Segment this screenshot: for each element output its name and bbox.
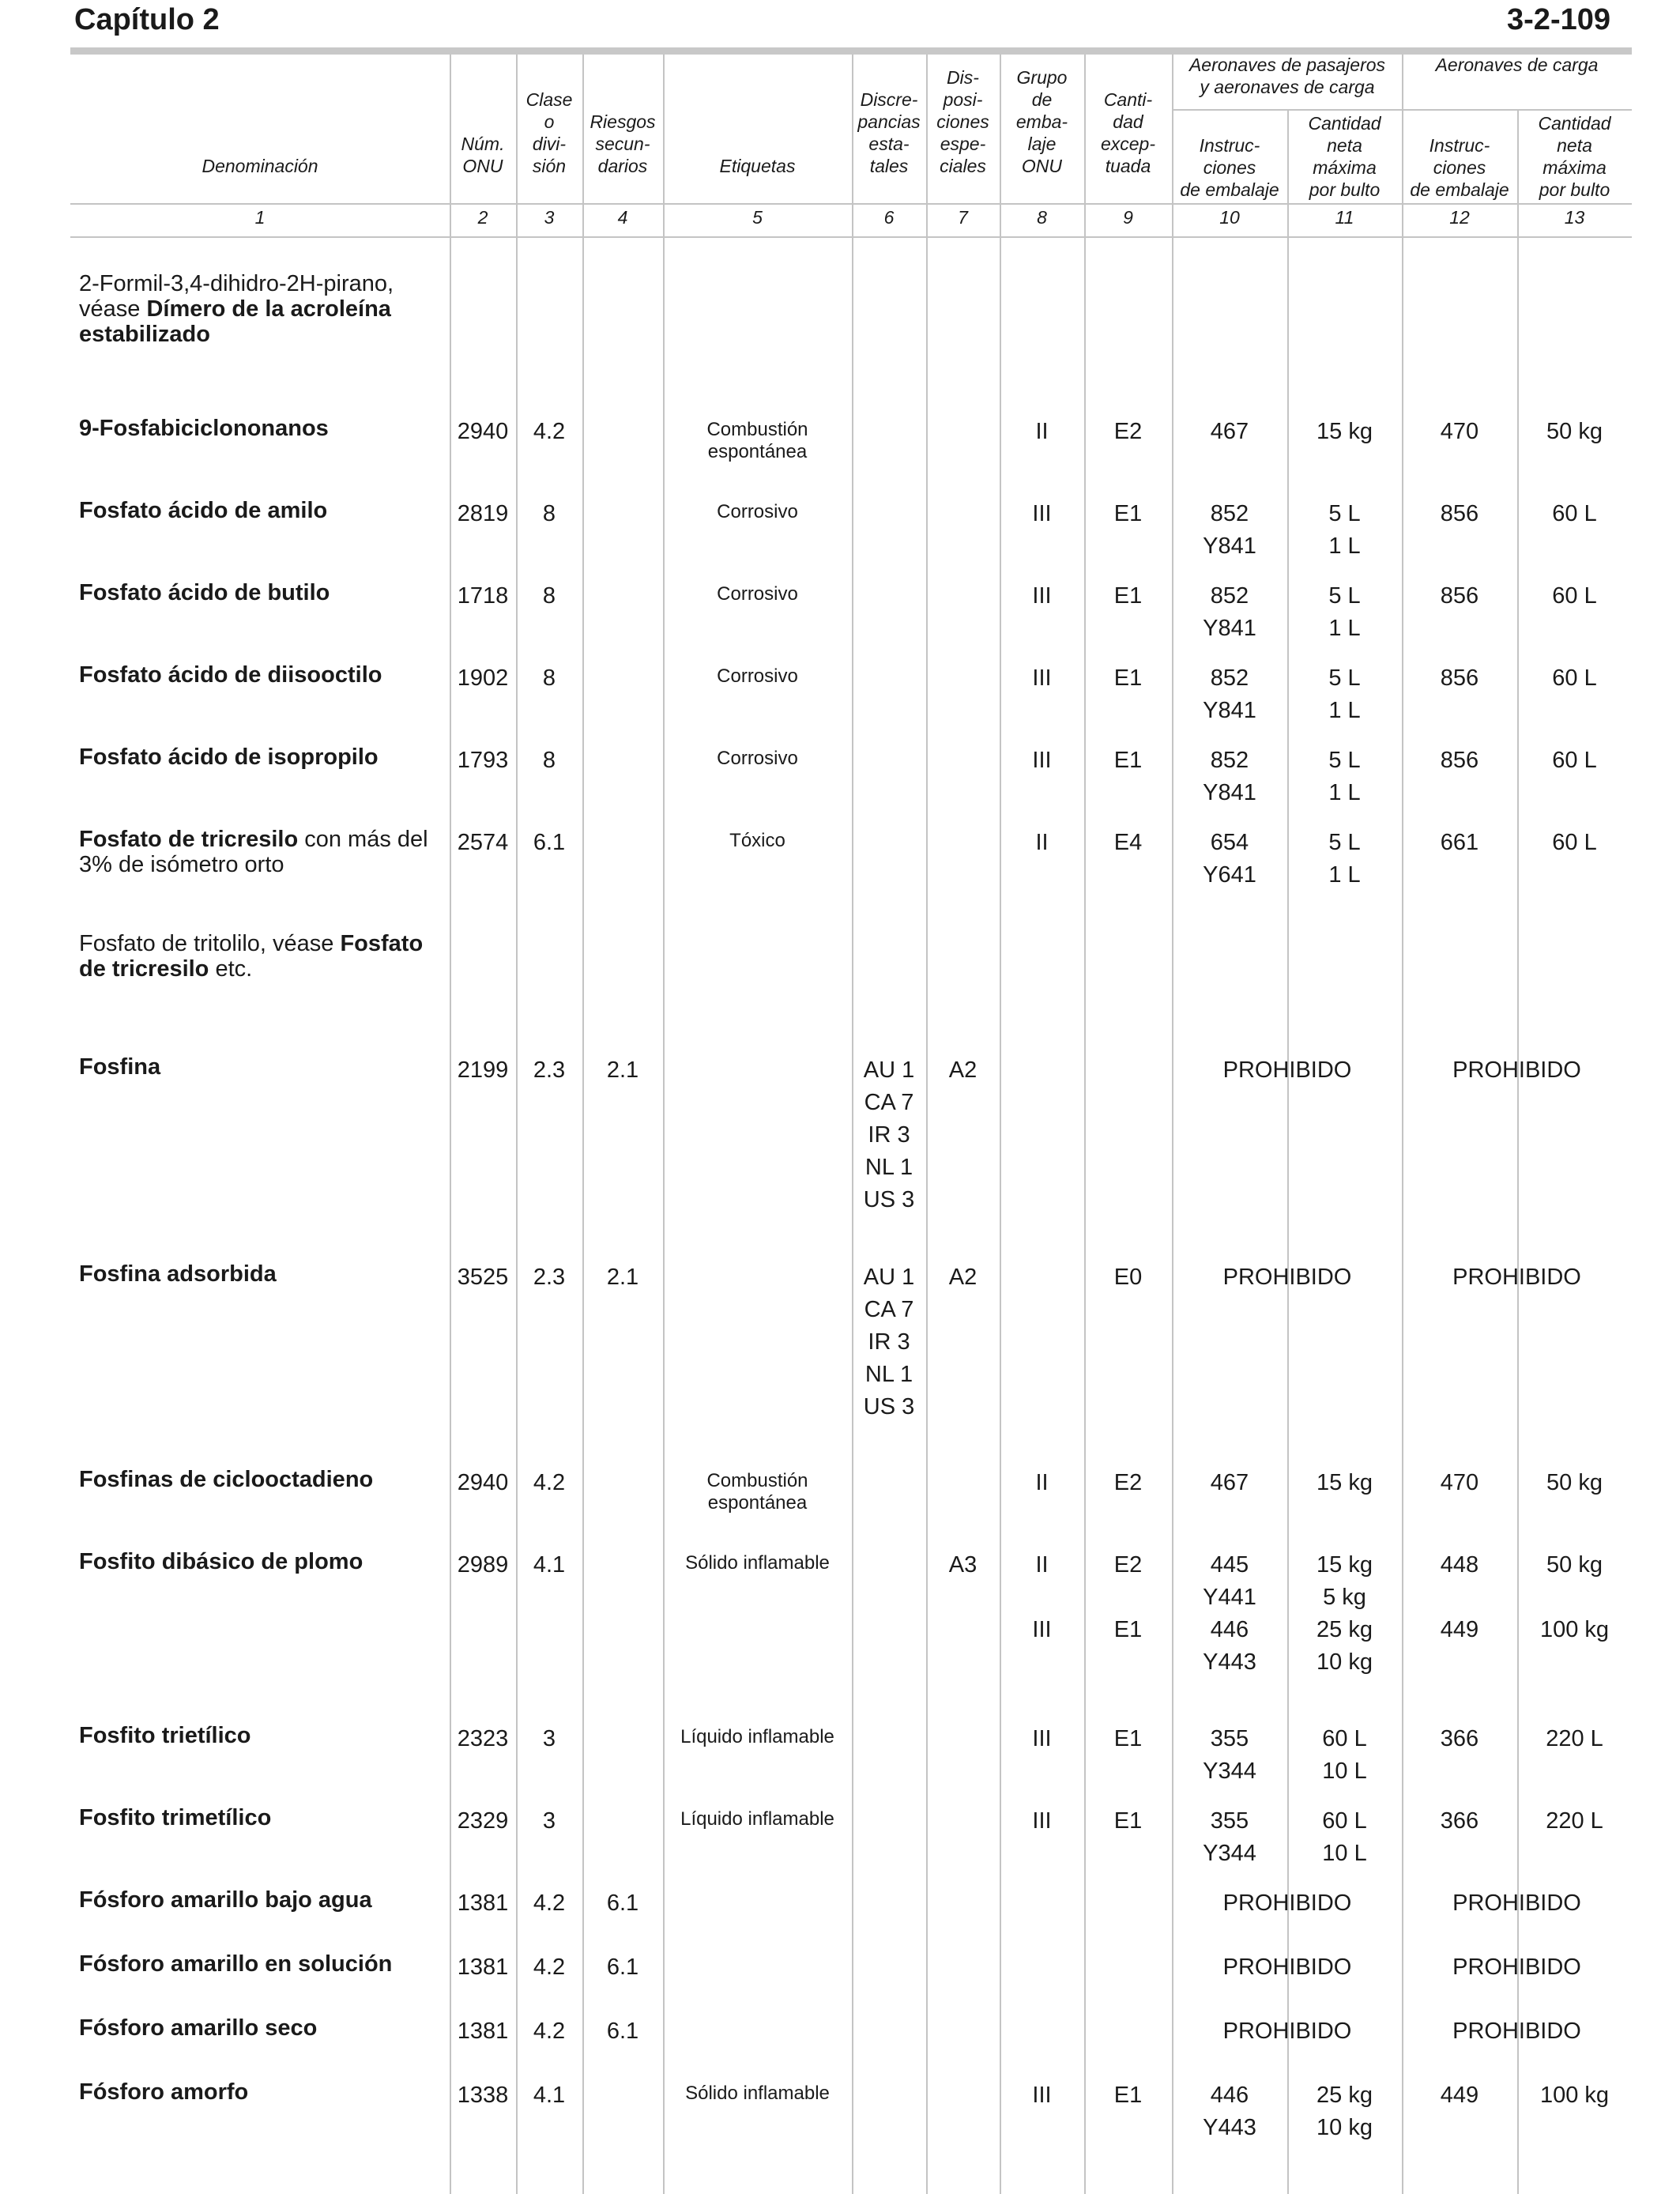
row-exceptuada: E1 <box>1113 1808 1143 1834</box>
row-cant-carga: 50 kg <box>1546 419 1603 444</box>
row-denominacion-bold: Fosfito trimetílico <box>79 1805 272 1830</box>
row-onu: 2574 <box>457 830 509 855</box>
row-instr-carga: 661 <box>1440 830 1479 855</box>
row-denominacion-bold: Fósforo amarillo en solución <box>79 1951 393 1977</box>
row-exceptuada: E2 <box>1113 419 1143 444</box>
row-etiquetas: Líquido inflamable <box>680 1726 834 1747</box>
column-divider <box>582 55 584 2194</box>
row-clase: 8 <box>542 501 556 526</box>
row-cant-carga: 60 L <box>1552 583 1597 609</box>
row-denominacion: Fosfato de tritolilo, véase Fosfato de tricresilo etc. <box>79 931 424 982</box>
header-riesgos: Riesgos secun- darios <box>590 111 656 176</box>
row-clase: 2.3 <box>533 1265 566 1290</box>
header-denominacion: Denominación <box>202 156 318 176</box>
row-riesgos: 2.1 <box>606 1265 639 1290</box>
row-instr-pax: 852 Y841 <box>1203 748 1256 805</box>
row-cant-pax: 15 kg 5 kg 25 kg 10 kg <box>1317 1552 1373 1675</box>
row-cant-pax: 15 kg <box>1317 419 1373 444</box>
row-riesgos: 2.1 <box>606 1057 639 1083</box>
row-denominacion <box>79 745 435 770</box>
row-denominacion-bold: Fósforo amarillo bajo agua <box>79 1887 372 1913</box>
row-clase: 4.1 <box>533 1552 566 1578</box>
column-divider <box>926 55 928 2194</box>
row-prohibido-pasajeros: PROHIBIDO <box>1222 1891 1352 1916</box>
row-denominacion <box>79 1951 435 1977</box>
row-riesgos: 6.1 <box>606 1891 639 1916</box>
row-onu: 1381 <box>457 2019 509 2044</box>
row-discrepancias: AU 1 CA 7 IR 3 NL 1 US 3 <box>863 1265 915 1419</box>
row-denominacion <box>79 1261 435 1287</box>
row-cant-carga: 60 L <box>1552 501 1597 526</box>
row-discrepancias: AU 1 CA 7 IR 3 NL 1 US 3 <box>863 1057 915 1212</box>
row-denominacion: Fosfato de tricresilo con más del 3% de isómetro orto <box>79 827 428 877</box>
header-discrepancias: Discre- pancias esta- tales <box>857 89 921 176</box>
column-divider <box>1402 55 1403 2194</box>
row-cant-carga: 220 L <box>1546 1726 1603 1751</box>
row-instr-carga: 449 <box>1440 2083 1479 2108</box>
row-exceptuada: E4 <box>1113 830 1143 855</box>
row-denominacion-bold: Fosfato de tricresilo <box>79 931 424 982</box>
row-exceptuada: E1 <box>1113 1726 1143 1751</box>
row-onu: 1793 <box>457 748 509 773</box>
row-onu: 2329 <box>457 1808 509 1834</box>
row-instr-carga: 856 <box>1440 583 1479 609</box>
row-cant-pax: 5 L 1 L <box>1328 583 1361 641</box>
row-instr-pax: 852 Y841 <box>1203 665 1256 723</box>
row-grupo: III <box>1032 1726 1052 1751</box>
row-exceptuada: E0 <box>1113 1265 1143 1290</box>
column-number: 10 <box>1219 207 1240 228</box>
header-num-onu: Núm. ONU <box>461 134 505 176</box>
row-disposiciones: A3 <box>948 1552 977 1578</box>
header-bottom-rule <box>70 203 1632 205</box>
row-etiquetas: Corrosivo <box>717 583 798 605</box>
row-grupo: III <box>1032 748 1052 773</box>
row-denominacion-bold: Fosfato ácido de butilo <box>79 580 330 605</box>
column-number: 9 <box>1123 207 1133 228</box>
row-clase: 6.1 <box>533 830 566 855</box>
column-divider <box>1000 55 1001 2194</box>
row-instr-carga: 366 <box>1440 1808 1479 1834</box>
row-etiquetas: Combustión espontánea <box>706 1470 808 1514</box>
column-divider <box>1172 55 1173 2194</box>
row-exceptuada: E1 <box>1113 748 1143 773</box>
row-etiquetas: Líquido inflamable <box>680 1808 834 1830</box>
row-denominacion <box>79 2079 435 2105</box>
header-clase: Clase o divi- sión <box>525 89 573 176</box>
row-clase: 8 <box>542 665 556 691</box>
row-denominacion <box>79 1467 435 1492</box>
row-disposiciones: A2 <box>948 1265 977 1290</box>
row-onu: 1338 <box>457 2083 509 2108</box>
row-denominacion <box>79 1723 435 1748</box>
row-clase: 4.2 <box>533 1470 566 1495</box>
row-cant-carga: 220 L <box>1546 1808 1603 1834</box>
header-cantidad-pax: Cantidad neta máxima por bulto <box>1308 113 1381 200</box>
row-instr-carga: 448 449 <box>1440 1552 1479 1642</box>
row-denominacion-bold: Fosfina adsorbida <box>79 1261 277 1287</box>
row-etiquetas: Sólido inflamable <box>685 1552 830 1574</box>
row-instr-pax: 654 Y641 <box>1203 830 1256 888</box>
row-prohibido-carga: PROHIBIDO <box>1452 1265 1581 1290</box>
row-instr-pax: 355 Y344 <box>1203 1726 1256 1784</box>
row-denominacion-bold: Fósforo amorfo <box>79 2079 249 2105</box>
row-etiquetas: Combustión espontánea <box>706 419 808 462</box>
row-etiquetas: Tóxico <box>729 830 785 851</box>
column-number: 2 <box>477 207 488 228</box>
row-onu: 1381 <box>457 1955 509 1980</box>
row-grupo: III <box>1032 665 1052 691</box>
column-number: 3 <box>544 207 555 228</box>
row-onu: 1902 <box>457 665 509 691</box>
row-cant-carga: 60 L <box>1552 748 1597 773</box>
row-exceptuada: E1 <box>1113 665 1143 691</box>
row-exceptuada: E1 <box>1113 501 1143 526</box>
row-etiquetas: Corrosivo <box>717 501 798 522</box>
row-cant-carga: 60 L <box>1552 830 1597 855</box>
header-disposiciones: Dis- posi- ciones espe- ciales <box>936 67 989 176</box>
row-exceptuada: E2 <box>1113 1470 1143 1495</box>
header-instrucciones-pax: Instruc- ciones de embalaje <box>1180 135 1279 200</box>
row-prohibido-carga: PROHIBIDO <box>1452 1955 1581 1980</box>
row-instr-pax: 467 <box>1210 419 1249 444</box>
row-prohibido-carga: PROHIBIDO <box>1452 2019 1581 2044</box>
row-cant-pax: 60 L 10 L <box>1322 1726 1367 1784</box>
row-instr-carga: 470 <box>1440 1470 1479 1495</box>
row-grupo: III <box>1032 2083 1052 2108</box>
row-clase: 3 <box>542 1808 556 1834</box>
row-grupo: II <box>1035 830 1049 855</box>
row-onu: 3525 <box>457 1265 509 1290</box>
row-instr-carga: 856 <box>1440 748 1479 773</box>
row-denominacion-bold: Fosfito dibásico de plomo <box>79 1549 363 1574</box>
row-exceptuada: E2 E1 <box>1113 1552 1143 1642</box>
header-group-carga: Aeronaves de carga <box>1435 55 1599 75</box>
column-number: 5 <box>752 207 763 228</box>
column-number: 12 <box>1449 207 1470 228</box>
row-onu: 2199 <box>457 1057 509 1083</box>
row-instr-carga: 856 <box>1440 501 1479 526</box>
header-cantidad-exceptuada: Canti- dad excep- tuada <box>1100 89 1156 176</box>
row-clase: 3 <box>542 1726 556 1751</box>
row-cant-pax: 60 L 10 L <box>1322 1808 1367 1866</box>
column-number: 11 <box>1335 207 1354 228</box>
row-etiquetas: Corrosivo <box>717 748 798 769</box>
row-riesgos: 6.1 <box>606 2019 639 2044</box>
row-grupo: II <box>1035 419 1049 444</box>
row-onu: 2989 <box>457 1552 509 1578</box>
row-clase: 4.2 <box>533 1891 566 1916</box>
row-instr-pax: 852 Y841 <box>1203 501 1256 559</box>
row-cant-carga: 60 L <box>1552 665 1597 691</box>
row-onu: 2940 <box>457 1470 509 1495</box>
column-number: 8 <box>1037 207 1047 228</box>
row-cant-carga: 50 kg <box>1546 1470 1603 1495</box>
row-clase: 4.2 <box>533 419 566 444</box>
header-group-pasajeros: Aeronaves de pasajeros y aeronaves de carga <box>1188 55 1386 97</box>
row-denominacion-bold: Fosfina <box>79 1054 161 1080</box>
column-divider <box>1084 55 1086 2194</box>
header-etiquetas: Etiquetas <box>719 156 796 176</box>
header-grupo-embalaje: Grupo de emba- laje ONU <box>1015 67 1068 176</box>
row-prohibido-pasajeros: PROHIBIDO <box>1222 1265 1352 1290</box>
row-instr-pax: 355 Y344 <box>1203 1808 1256 1866</box>
row-cant-carga: 100 kg <box>1539 2083 1610 2108</box>
column-number: 13 <box>1564 207 1585 228</box>
row-onu: 2323 <box>457 1726 509 1751</box>
row-prohibido-carga: PROHIBIDO <box>1452 1057 1581 1083</box>
row-denominacion <box>79 580 435 605</box>
column-number-rule <box>70 236 1632 238</box>
row-instr-carga: 470 <box>1440 419 1479 444</box>
row-denominacion <box>79 662 435 688</box>
row-grupo: III <box>1032 1808 1052 1834</box>
row-exceptuada: E1 <box>1113 2083 1143 2108</box>
column-number: 1 <box>254 207 266 228</box>
row-denominacion <box>79 498 435 523</box>
column-divider <box>450 55 451 2194</box>
row-onu: 1718 <box>457 583 509 609</box>
row-instr-carga: 366 <box>1440 1726 1479 1751</box>
row-denominacion-bold: Fosfinas de ciclooctadieno <box>79 1467 374 1492</box>
row-denominacion-bold: Fosfato ácido de isopropilo <box>79 745 379 770</box>
row-cant-pax: 5 L 1 L <box>1328 665 1361 723</box>
row-instr-pax: 445 Y441 446 Y443 <box>1203 1552 1256 1675</box>
row-riesgos: 6.1 <box>606 1955 639 1980</box>
row-prohibido-pasajeros: PROHIBIDO <box>1222 2019 1352 2044</box>
column-number: 6 <box>883 207 895 228</box>
column-divider <box>516 55 518 2194</box>
row-disposiciones: A2 <box>948 1057 977 1083</box>
group-divider <box>1172 109 1632 111</box>
row-denominacion <box>79 1054 435 1080</box>
row-clase: 4.2 <box>533 1955 566 1980</box>
row-cant-pax: 5 L 1 L <box>1328 830 1361 888</box>
row-denominacion-bold: 9-Fosfabiciclononanos <box>79 416 329 441</box>
row-instr-pax: 467 <box>1210 1470 1249 1495</box>
row-instr-carga: 856 <box>1440 665 1479 691</box>
row-clase: 4.2 <box>533 2019 566 2044</box>
row-clase: 8 <box>542 748 556 773</box>
row-onu: 1381 <box>457 1891 509 1916</box>
row-cant-pax: 5 L 1 L <box>1328 501 1361 559</box>
row-onu: 2940 <box>457 419 509 444</box>
row-denominacion-bold: Dímero de la acroleína estabilizado <box>79 296 391 347</box>
row-clase: 8 <box>542 583 556 609</box>
row-etiquetas: Corrosivo <box>717 665 798 687</box>
row-clase: 4.1 <box>533 2083 566 2108</box>
row-denominacion-bold: Fosfato de tricresilo <box>79 827 299 852</box>
row-grupo: II <box>1035 1470 1049 1495</box>
column-divider <box>663 55 665 2194</box>
row-prohibido-pasajeros: PROHIBIDO <box>1222 1955 1352 1980</box>
row-cant-carga: 50 kg 100 kg <box>1539 1552 1610 1642</box>
row-denominacion-bold: Fosfato ácido de amilo <box>79 498 328 523</box>
header-instrucciones-carga: Instruc- ciones de embalaje <box>1410 135 1509 200</box>
row-cant-pax: 5 L 1 L <box>1328 748 1361 805</box>
row-denominacion <box>79 1805 435 1830</box>
row-prohibido-carga: PROHIBIDO <box>1452 1891 1581 1916</box>
row-denominacion <box>79 416 435 441</box>
row-clase: 2.3 <box>533 1057 566 1083</box>
row-instr-pax: 446 Y443 <box>1203 2083 1256 2140</box>
header-cantidad-carga: Cantidad neta máxima por bulto <box>1538 113 1611 200</box>
chapter-title: Capítulo 2 <box>74 3 220 36</box>
column-number: 7 <box>958 207 968 228</box>
row-cant-pax: 25 kg 10 kg <box>1317 2083 1373 2140</box>
row-denominacion: 2-Formil-3,4-dihidro-2H-pirano, véase Dímero de la acroleína estabilizado <box>79 271 394 347</box>
row-denominacion-bold: Fosfito trietílico <box>79 1723 251 1748</box>
page-number: 3-2-109 <box>1507 3 1610 36</box>
row-grupo: III <box>1032 583 1052 609</box>
row-denominacion <box>79 2015 435 2041</box>
row-prohibido-pasajeros: PROHIBIDO <box>1222 1057 1352 1083</box>
row-denominacion-bold: Fosfato ácido de diisooctilo <box>79 662 382 688</box>
column-number: 4 <box>617 207 628 228</box>
row-instr-pax: 852 Y841 <box>1203 583 1256 641</box>
row-denominacion <box>79 1549 435 1574</box>
row-denominacion <box>79 1887 435 1913</box>
row-etiquetas: Sólido inflamable <box>685 2083 830 2104</box>
row-exceptuada: E1 <box>1113 583 1143 609</box>
row-grupo: III <box>1032 501 1052 526</box>
row-cant-pax: 15 kg <box>1317 1470 1373 1495</box>
row-grupo: II III <box>1032 1552 1052 1642</box>
row-onu: 2819 <box>457 501 509 526</box>
row-denominacion-bold: Fósforo amarillo seco <box>79 2015 318 2041</box>
